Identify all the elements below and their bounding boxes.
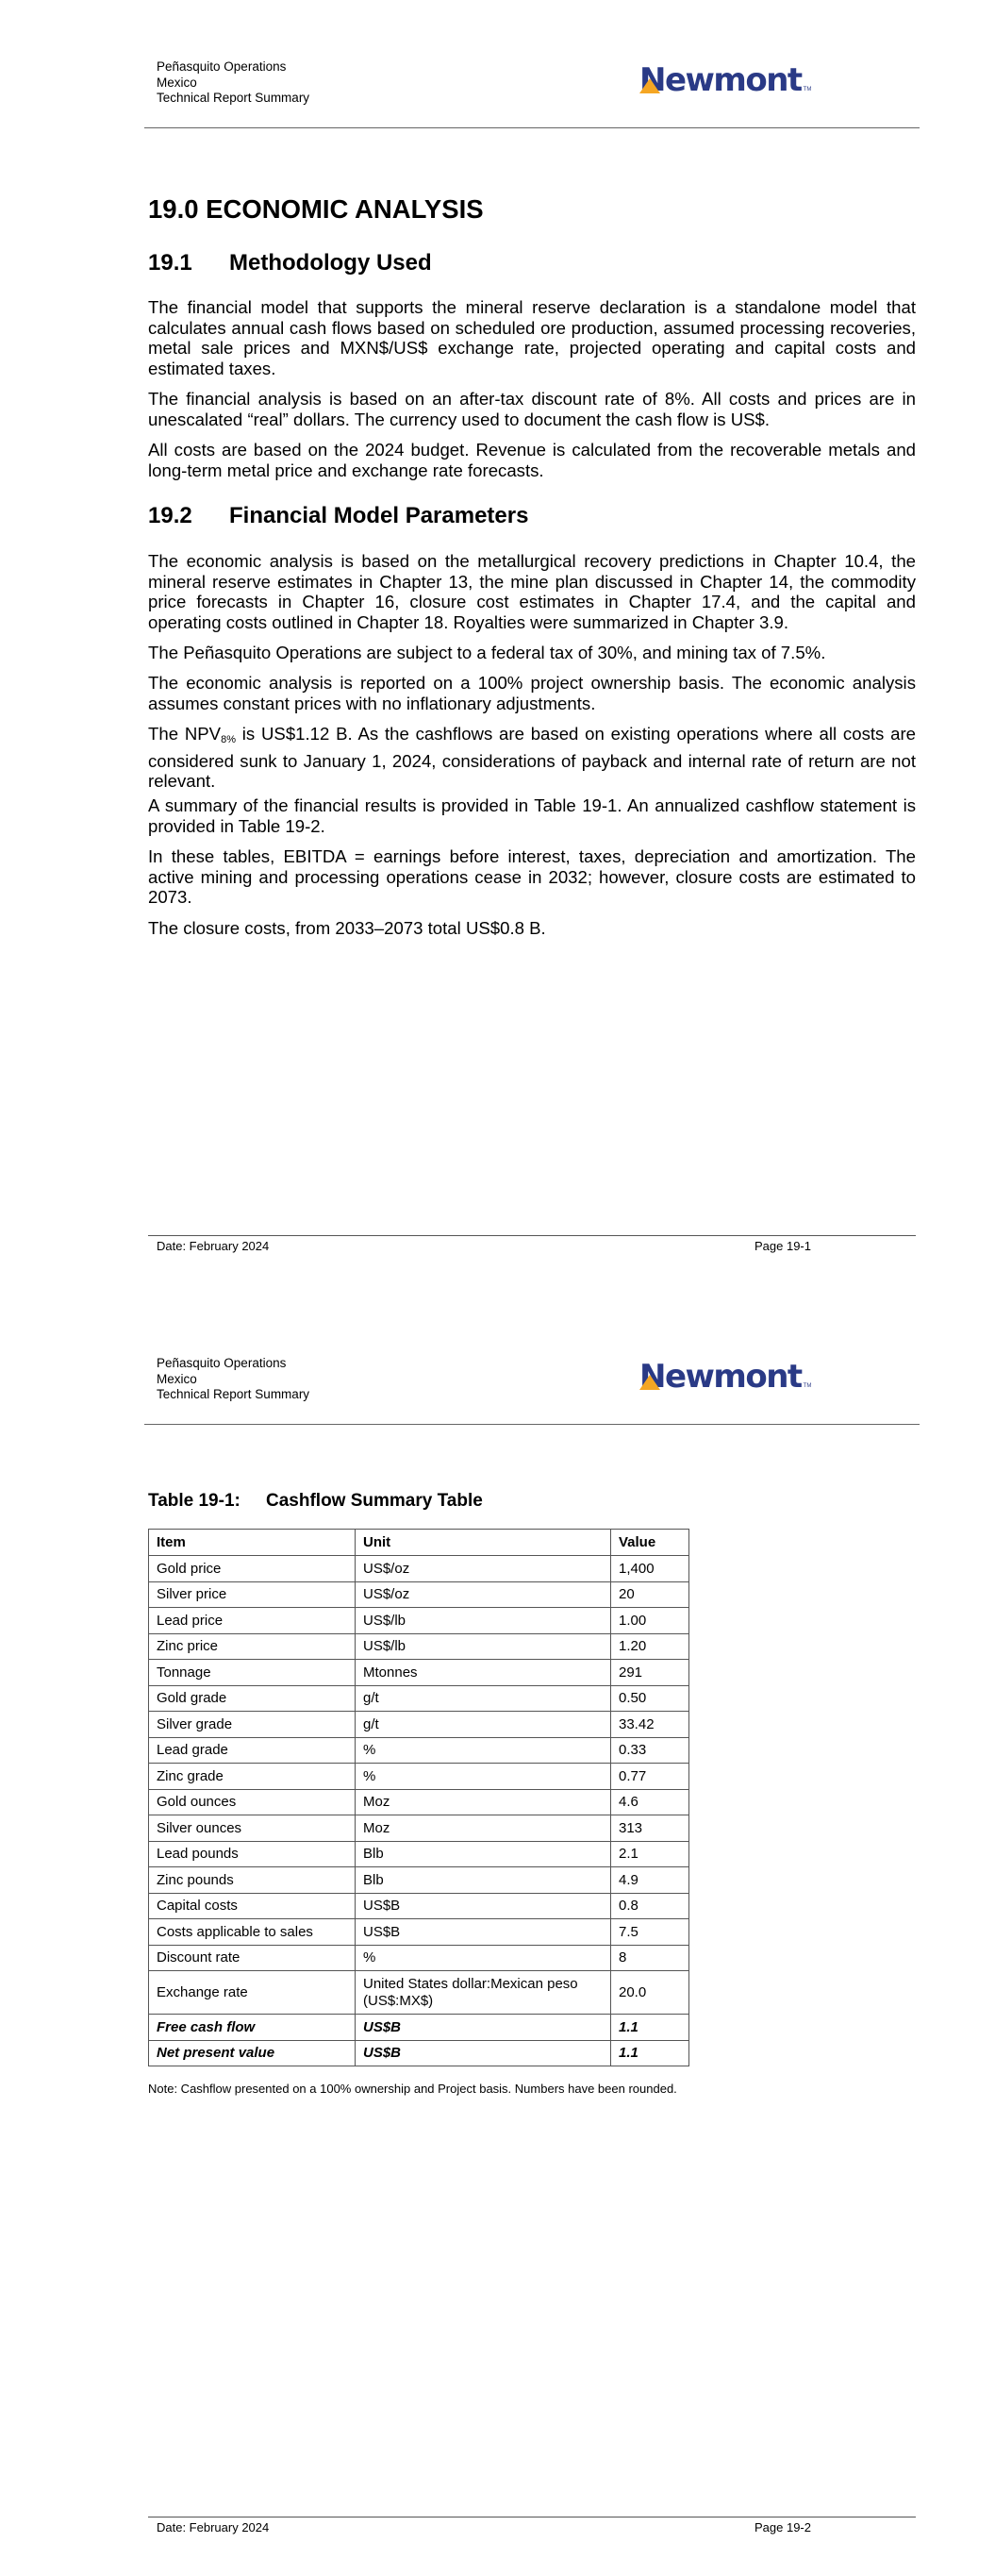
- footer-page-number: Page 19-1: [755, 1239, 811, 1253]
- paragraph: The financial analysis is based on an after-tax discount rate of 8%. All costs and prices are in unescalated “real” dollars. The currency used to document the cash flow is US$.: [148, 389, 916, 429]
- cell-item: Gold grade: [149, 1685, 356, 1712]
- cell-unit: United States dollar:Mexican peso (US$:MX$): [356, 1971, 611, 2015]
- section-number: 19.2: [148, 503, 192, 528]
- newmont-logo: [639, 1358, 812, 1396]
- cell-unit: Blb: [356, 1867, 611, 1894]
- table-row-total: [149, 2040, 689, 2066]
- paragraph: All costs are based on the 2024 budget. Revenue is calculated from the recoverable metals and long-term metal price and exchange rate forecasts.: [148, 440, 916, 480]
- table-row: [149, 1556, 689, 1582]
- header-info: [157, 59, 309, 107]
- cell-unit: Mtonnes: [356, 1660, 611, 1686]
- cell-value: 1.1: [611, 2040, 689, 2066]
- footer-date: Date: February 2024: [157, 2520, 270, 2534]
- newmont-logo: [639, 61, 812, 99]
- cell-unit: US$B: [356, 1919, 611, 1946]
- cell-item: Lead grade: [149, 1737, 356, 1764]
- cell-item: Discount rate: [149, 1945, 356, 1971]
- cell-item: Free cash flow: [149, 2015, 356, 2041]
- header-line-operation: Peñasquito Operations: [157, 59, 287, 74]
- cell-value: 0.50: [611, 1685, 689, 1712]
- logo-trademark: TM: [803, 87, 812, 92]
- section-heading-19-1: [148, 250, 432, 276]
- cell-item: Tonnage: [149, 1660, 356, 1686]
- cell-value: 313: [611, 1815, 689, 1842]
- cell-unit: Blb: [356, 1841, 611, 1867]
- paragraph: A summary of the financial results is provided in Table 19-1. An annualized cashflow statement is provided in Table 19-2.: [148, 795, 916, 836]
- column-header-value: Value: [611, 1530, 689, 1556]
- cell-unit: g/t: [356, 1712, 611, 1738]
- cell-unit: US$/oz: [356, 1556, 611, 1582]
- table-number: Table 19-1:: [148, 1491, 240, 1511]
- cell-value: 1.1: [611, 2015, 689, 2041]
- header-info: [157, 1356, 309, 1403]
- table-caption: [148, 1491, 483, 1512]
- cell-item: Zinc grade: [149, 1764, 356, 1790]
- cell-value: 0.8: [611, 1893, 689, 1919]
- table-row: [149, 1737, 689, 1764]
- cell-item: Silver ounces: [149, 1815, 356, 1842]
- logo-wordmark: Newmont: [639, 61, 802, 99]
- section-title: Methodology Used: [229, 250, 432, 276]
- cell-value: 20: [611, 1581, 689, 1608]
- table-row: [149, 1971, 689, 2015]
- cell-value: 4.9: [611, 1867, 689, 1894]
- table-row: [149, 1633, 689, 1660]
- header-line-country: Mexico: [157, 1371, 197, 1386]
- cell-unit: %: [356, 1764, 611, 1790]
- table-row: [149, 1660, 689, 1686]
- cell-value: 4.6: [611, 1789, 689, 1815]
- cell-value: 20.0: [611, 1971, 689, 2015]
- column-header-unit: Unit: [356, 1530, 611, 1556]
- table-row: [149, 1919, 689, 1946]
- table-header-row: [149, 1530, 689, 1556]
- cell-item: Capital costs: [149, 1893, 356, 1919]
- cell-item: Exchange rate: [149, 1971, 356, 2015]
- column-header-item: Item: [149, 1530, 356, 1556]
- paragraph: In these tables, EBITDA = earnings before interest, taxes, depreciation and amortization. The active mining and processing operations cease in 2032; however, closure costs are estimated to 2073.: [148, 846, 916, 907]
- cell-unit: Moz: [356, 1815, 611, 1842]
- cell-unit: %: [356, 1945, 611, 1971]
- cell-value: 1,400: [611, 1556, 689, 1582]
- table-row: [149, 1608, 689, 1634]
- cell-item: Gold price: [149, 1556, 356, 1582]
- footer-date: Date: February 2024: [157, 1239, 270, 1253]
- cell-unit: US$B: [356, 2015, 611, 2041]
- table-row: [149, 1789, 689, 1815]
- table-row: [149, 1581, 689, 1608]
- cell-item: Silver grade: [149, 1712, 356, 1738]
- cell-item: Lead price: [149, 1608, 356, 1634]
- section-heading-19-2: [148, 503, 528, 529]
- table-note: Note: Cashflow presented on a 100% ownership and Project basis. Numbers have been rounded.: [148, 2082, 677, 2096]
- cell-item: Lead pounds: [149, 1841, 356, 1867]
- cell-value: 291: [611, 1660, 689, 1686]
- paragraph: The closure costs, from 2033–2073 total US$0.8 B.: [148, 918, 546, 938]
- cell-value: 8: [611, 1945, 689, 1971]
- header-divider: [144, 127, 920, 128]
- section-number: 19.1: [148, 250, 192, 276]
- table-row: [149, 1815, 689, 1842]
- cell-unit: US$/lb: [356, 1633, 611, 1660]
- table-row: [149, 1893, 689, 1919]
- table-row-total: [149, 2015, 689, 2041]
- page-19-2: [0, 1288, 995, 2576]
- cell-unit: US$/lb: [356, 1608, 611, 1634]
- cell-item: Silver price: [149, 1581, 356, 1608]
- cashflow-summary-table: [148, 1529, 689, 2066]
- section-title: Financial Model Parameters: [229, 503, 529, 528]
- logo-triangle-icon: [639, 1375, 660, 1390]
- logo-triangle-icon: [639, 78, 660, 93]
- header-line-report: Technical Report Summary: [157, 91, 310, 105]
- footer-divider: [148, 1235, 916, 1236]
- paragraph: The economic analysis is based on the metallurgical recovery predictions in Chapter 10.4, the mineral reserve estimates in Chapter 13, the mine plan discussed in Chapter 14, the commodity price forecasts in Chapter 16, closure cost estimates in Chapter 17.4, and the capital and operating costs outlined in Chapter 18. Royalties were summarized in Chapter 3.9.: [148, 551, 916, 632]
- cell-value: 2.1: [611, 1841, 689, 1867]
- logo-trademark: TM: [803, 1383, 812, 1389]
- npv-subscript: 8%: [221, 734, 236, 745]
- cell-item: Gold ounces: [149, 1789, 356, 1815]
- table-row: [149, 1945, 689, 1971]
- header-line-report: Technical Report Summary: [157, 1387, 310, 1401]
- chapter-title: 19.0 ECONOMIC ANALYSIS: [148, 194, 484, 224]
- paragraph: The financial model that supports the mineral reserve declaration is a standalone model that calculates annual cash flows based on scheduled ore production, assumed processing recoveries, metal sale prices and MXN$/US$ exchange rate, projected operating and capital costs and estimated taxes.: [148, 297, 916, 378]
- cell-unit: Moz: [356, 1789, 611, 1815]
- table-row: [149, 1867, 689, 1894]
- paragraph: The economic analysis is reported on a 100% project ownership basis. The economic analysis assumes constant prices with no inflationary adjustments.: [148, 673, 916, 713]
- table-title: Cashflow Summary Table: [266, 1491, 483, 1511]
- cell-value: 1.20: [611, 1633, 689, 1660]
- cell-value: 0.33: [611, 1737, 689, 1764]
- table-row: [149, 1841, 689, 1867]
- footer-page-number: Page 19-2: [755, 2520, 811, 2534]
- cell-value: 7.5: [611, 1919, 689, 1946]
- cell-unit: US$B: [356, 2040, 611, 2066]
- cell-item: Zinc pounds: [149, 1867, 356, 1894]
- header-line-country: Mexico: [157, 75, 197, 90]
- cell-unit: g/t: [356, 1685, 611, 1712]
- logo-wordmark: Newmont: [639, 1358, 802, 1396]
- table-row: [149, 1712, 689, 1738]
- table-row: [149, 1685, 689, 1712]
- cell-item: Zinc price: [149, 1633, 356, 1660]
- table-row: [149, 1764, 689, 1790]
- cell-unit: %: [356, 1737, 611, 1764]
- cell-item: Costs applicable to sales: [149, 1919, 356, 1946]
- cell-item: Net present value: [149, 2040, 356, 2066]
- header-line-operation: Peñasquito Operations: [157, 1356, 287, 1370]
- paragraph: The Peñasquito Operations are subject to a federal tax of 30%, and mining tax of 7.5%.: [148, 643, 826, 662]
- cell-unit: US$/oz: [356, 1581, 611, 1608]
- cell-value: 1.00: [611, 1608, 689, 1634]
- cell-value: 33.42: [611, 1712, 689, 1738]
- cell-value: 0.77: [611, 1764, 689, 1790]
- cell-unit: US$B: [356, 1893, 611, 1919]
- header-divider: [144, 1424, 920, 1425]
- npv-paragraph: The $NPV_{8\%}$ is US$1.12 B. As the cashflows are based on existing operations where all costs are considered sunk to January 1, 2024, considerations of payback and internal rate of return are not relevant.: [148, 724, 917, 791]
